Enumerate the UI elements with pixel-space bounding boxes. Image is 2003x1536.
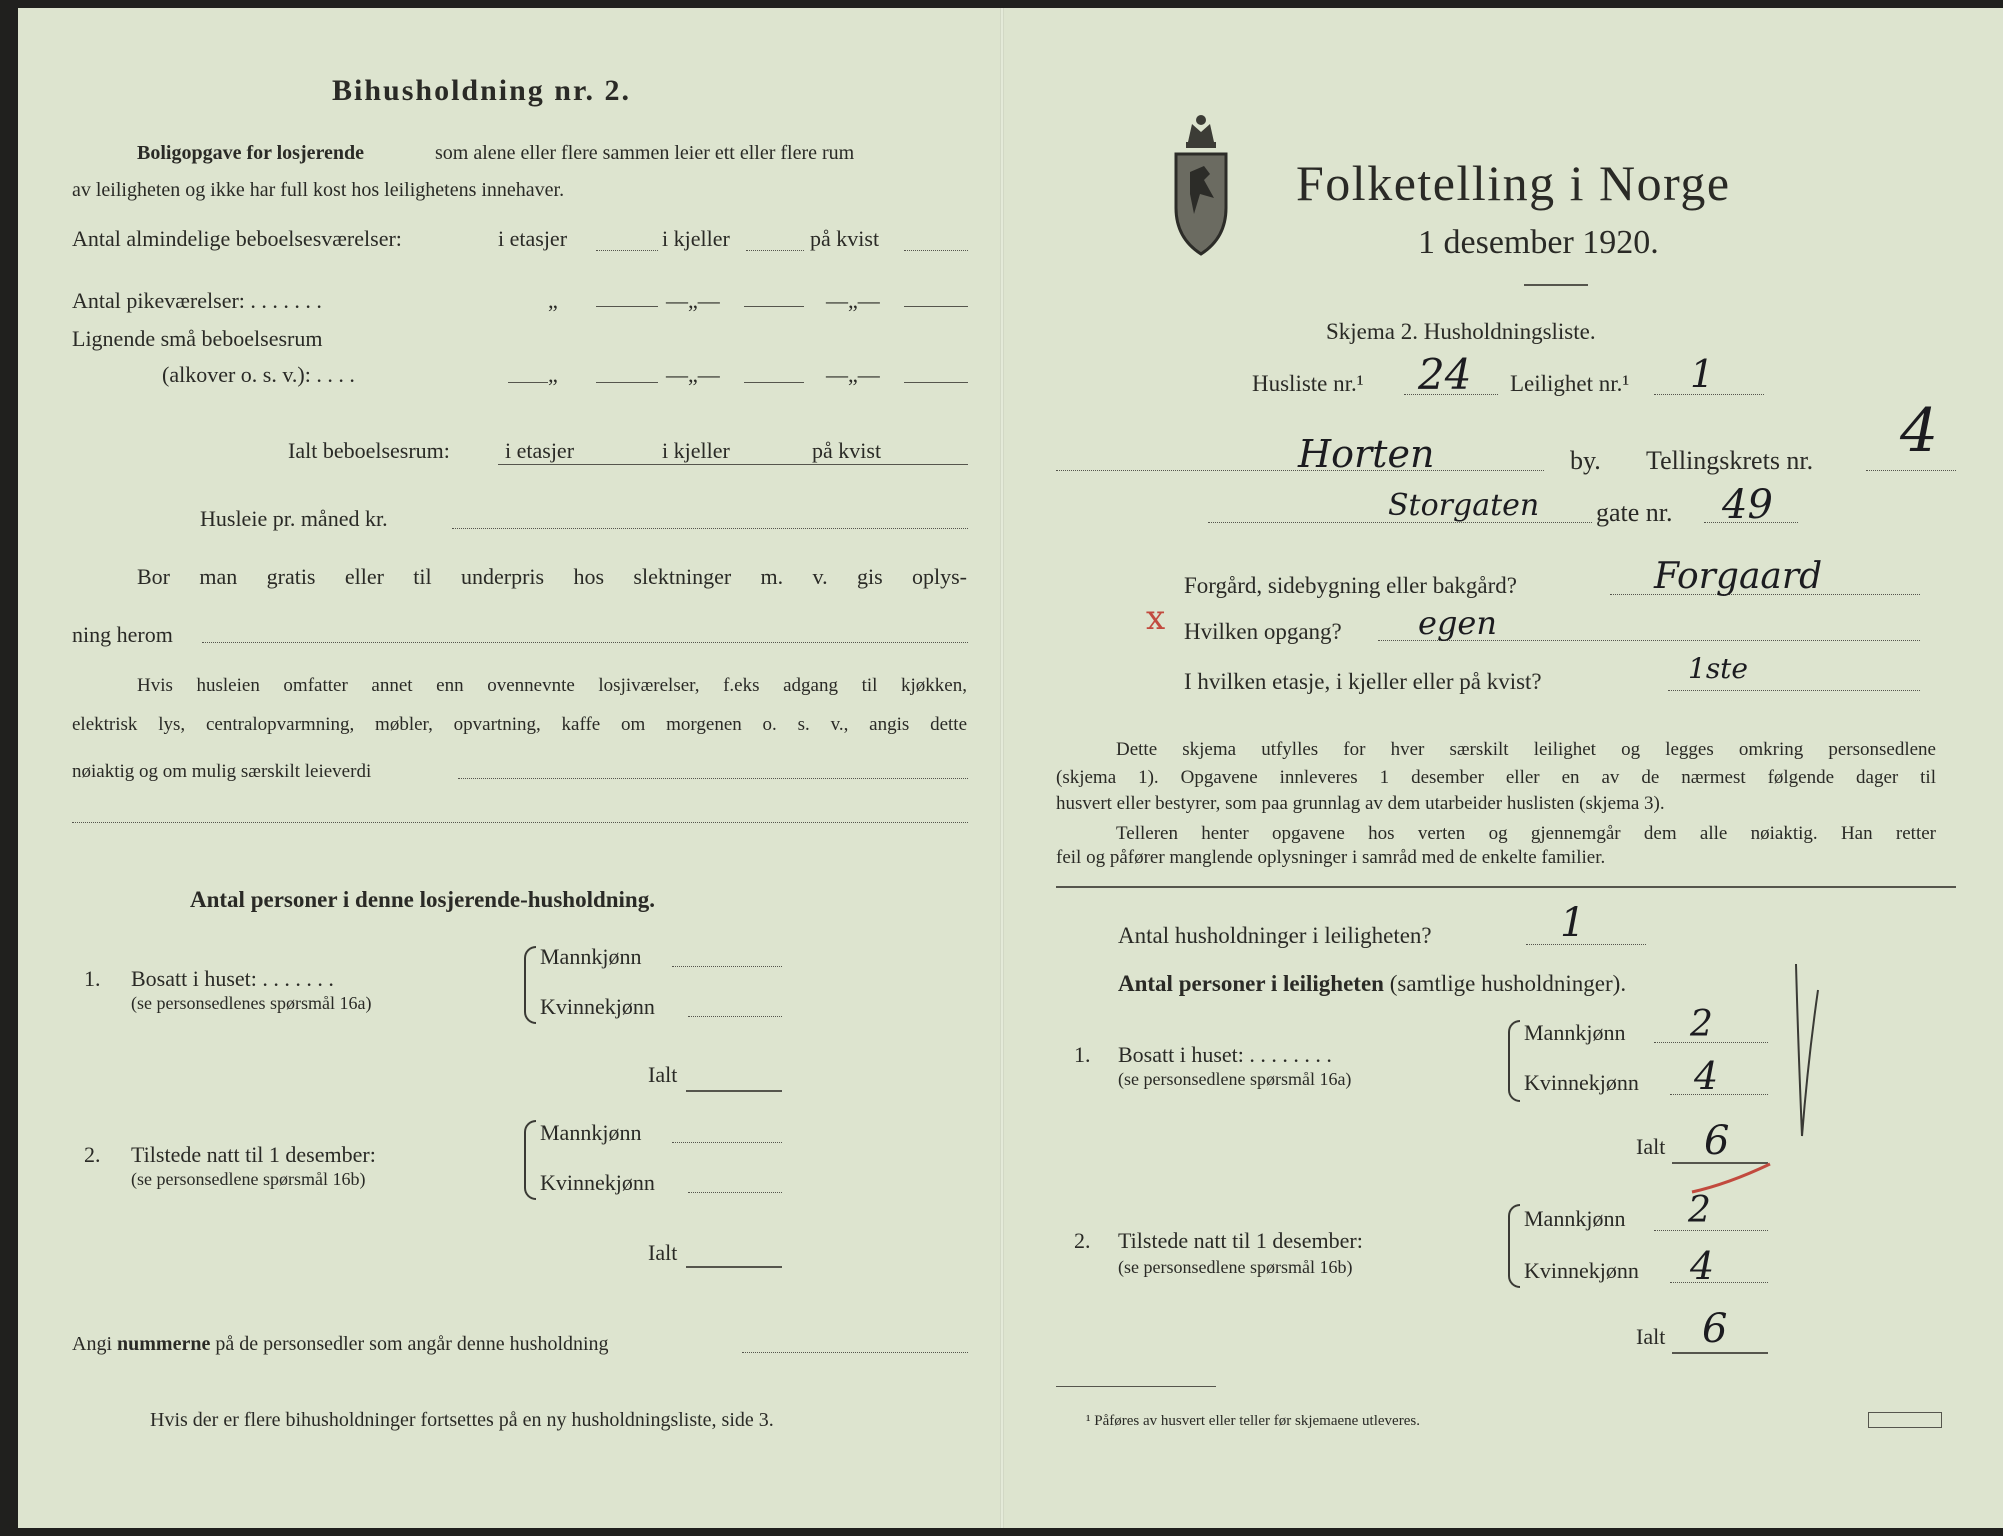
intro-bold: Boligopgave for losjerende <box>137 142 365 164</box>
kvinne-label: Kvinnekjønn <box>540 1170 655 1195</box>
ditto: „ <box>548 288 558 313</box>
krets-field[interactable] <box>1866 470 1956 471</box>
i-etasjer-label: i etasjer <box>505 438 575 463</box>
right-q2-sub: (se personsedlene spørsmål 16b) <box>1118 1257 1353 1277</box>
krets-value: 4 <box>1900 396 1939 466</box>
instructions-3: husvert eller bestyrer, som paa grunnlag av dem utarbeider huslisten (skjema 3). <box>1056 793 1665 814</box>
antal-hush-label: Antal husholdninger i leiligheten? <box>1118 923 1432 948</box>
lignende-label: Lignende små beboelsesrum <box>72 326 323 351</box>
footnote-rule <box>1056 1386 1216 1387</box>
leieverdi-field-2[interactable] <box>72 822 968 823</box>
right-q2-ialt-field[interactable] <box>1672 1352 1768 1354</box>
right-q1-label: Bosatt i huset: . . . . . . . . <box>1118 1042 1332 1067</box>
opgang-label: Hvilken opgang? <box>1184 619 1342 644</box>
right-q1-kvinne-value: 4 <box>1694 1054 1719 1098</box>
i-etasjer-label: i etasjer <box>498 226 568 251</box>
right-q2-mann-value: 2 <box>1688 1190 1711 1231</box>
left-q2-ialt-field[interactable] <box>686 1266 782 1268</box>
left-q2-label: Tilstede natt til 1 desember: <box>131 1142 376 1167</box>
intro-text: som alene eller flere sammen leier ett eller flere rum <box>435 142 855 164</box>
ialt-label: Ialt <box>648 1240 678 1265</box>
ditto: „ <box>548 362 558 387</box>
husleie-label: Husleie pr. måned kr. <box>200 506 388 531</box>
opgang-value: egen <box>1418 604 1497 642</box>
left-q1-ialt-field[interactable] <box>686 1090 782 1092</box>
angi-field[interactable] <box>742 1352 968 1353</box>
paa-kvist-label: på kvist <box>810 226 880 251</box>
left-title: Bihusholdning nr. 2. <box>332 74 632 107</box>
small-text-3: nøiaktig og om mulig særskilt leieverdi <box>72 761 372 782</box>
ditto: —„— <box>666 362 720 387</box>
husliste-value: 24 <box>1418 350 1472 399</box>
printer-stamp <box>1868 1412 1942 1428</box>
tick-mark-icon <box>1792 960 1822 1140</box>
husleie-field[interactable] <box>452 528 968 529</box>
angi-text: Angi nummerne på de personsedler som angår denne husholdning <box>72 1333 609 1355</box>
forgaard-label: Forgård, sidebygning eller bakgård? <box>1184 573 1517 598</box>
gate-nr-value: 49 <box>1722 482 1773 528</box>
date-rule <box>1524 284 1588 286</box>
left-q1-num: 1. <box>84 966 101 991</box>
etasjer-field[interactable] <box>596 250 658 251</box>
skjema-label: Skjema 2. Husholdningsliste. <box>1326 319 1596 344</box>
left-q1-sub: (se personsedlenes spørsmål 16a) <box>131 993 372 1013</box>
ialt-label: Ialt <box>1636 1324 1666 1349</box>
right-q1-ialt-value: 6 <box>1704 1118 1730 1164</box>
gratis-field[interactable] <box>202 642 968 643</box>
kvinne-label: Kvinnekjønn <box>540 994 655 1019</box>
by-label: by. <box>1570 446 1601 475</box>
gate-value: Storgaten <box>1388 488 1540 523</box>
left-footer: Hvis der er flere bihusholdninger fortsettes på en ny husholdningsliste, side 3. <box>150 1409 774 1431</box>
etasje-label: I hvilken etasje, i kjeller eller på kvist? <box>1184 669 1542 694</box>
forgaard-value: Forgaard <box>1654 556 1823 597</box>
kvinne-label: Kvinnekjønn <box>1524 1258 1639 1283</box>
right-q1-mann-value: 2 <box>1690 1004 1713 1045</box>
gate-label: gate nr. <box>1596 498 1673 527</box>
small-text-1: Hvis husleien omfatter annet enn ovennevnte losjiværelser, f.eks adgang til kjøkken, <box>137 675 967 696</box>
ialt-label: Ialt <box>1636 1134 1666 1159</box>
section-rule <box>1056 886 1956 888</box>
right-q2-kvinne-field[interactable] <box>1670 1282 1768 1283</box>
ialt-beboelsesrum-label: Ialt beboelsesrum: <box>288 438 450 463</box>
ditto: —„— <box>826 288 880 313</box>
mann-label: Mannkjønn <box>540 944 642 969</box>
right-footnote: ¹ Påføres av husvert eller teller før skjemaene utleveres. <box>1086 1413 1420 1429</box>
alkover-line <box>508 382 548 383</box>
antal-hush-value: 1 <box>1560 900 1586 946</box>
alkover-kvist-field[interactable] <box>904 382 968 383</box>
intro-text-2: av leiligheten og ikke har full kost hos leilighetens innehaver. <box>72 179 565 201</box>
alkover-label: (alkover o. s. v.): . . . . <box>162 362 355 387</box>
krets-label: Tellingskrets nr. <box>1646 446 1814 475</box>
etasje-value: 1ste <box>1688 652 1749 685</box>
pike-label: Antal pikeværelser: . . . . . . . <box>72 288 322 313</box>
instructions-2: (skjema 1). Opgavene innleveres 1 desember eller en av de nærmest følgende dager til <box>1056 767 1936 788</box>
ditto: —„— <box>826 362 880 387</box>
instructions-1: Dette skjema utfylles for hver særskilt leilighet og legges omkring personsedlene <box>1116 739 1936 760</box>
antal-alm-label: Antal almindelige beboelsesværelser: <box>72 226 402 251</box>
page-fold <box>1000 8 1004 1528</box>
mann-label: Mannkjønn <box>1524 1020 1626 1045</box>
left-q1-label: Bosatt i huset: . . . . . . . <box>131 966 334 991</box>
left-q1-kvinne-field[interactable] <box>688 1016 782 1017</box>
alkover-kjeller-field[interactable] <box>744 382 804 383</box>
instructions-4: Telleren henter opgavene hos verten og gjennemgår dem alle nøiaktig. Han retter <box>1116 823 1936 844</box>
ialt-rule <box>498 464 968 465</box>
brace <box>524 1120 536 1200</box>
leilighet-label: Leilighet nr.¹ <box>1510 371 1630 396</box>
paa-kvist-label: på kvist <box>812 438 882 463</box>
gratis-text: Bor man gratis eller til underpris hos slektninger m. v. gis oplys- <box>137 564 967 589</box>
etasje-field[interactable] <box>1668 690 1920 691</box>
right-q2-num: 2. <box>1074 1228 1091 1253</box>
brace <box>524 946 536 1024</box>
ialt-label: Ialt <box>648 1062 678 1087</box>
i-kjeller-label: i kjeller <box>662 226 730 251</box>
left-q2-sub: (se personsedlene spørsmål 16b) <box>131 1169 366 1189</box>
alkover-etasjer-field[interactable] <box>596 382 658 383</box>
kvinne-label: Kvinnekjønn <box>1524 1070 1639 1095</box>
pike-kjeller-field[interactable] <box>744 306 804 307</box>
mann-label: Mannkjønn <box>1524 1206 1626 1231</box>
right-q1-sub: (se personsedlene spørsmål 16a) <box>1118 1069 1352 1089</box>
right-persons-heading: Antal personer i leiligheten (samtlige husholdninger). <box>1118 971 1627 996</box>
right-q1-num: 1. <box>1074 1042 1091 1067</box>
right-q1-kvinne-field[interactable] <box>1670 1094 1768 1095</box>
right-q2-label: Tilstede natt til 1 desember: <box>1118 1228 1363 1253</box>
gratis-text-2: ning herom <box>72 622 173 647</box>
left-q1-mann-field[interactable] <box>672 966 782 967</box>
census-date: 1 desember 1920. <box>1418 224 1659 261</box>
leieverdi-field[interactable] <box>458 778 968 779</box>
leilighet-value: 1 <box>1690 352 1715 396</box>
antal-hush-field[interactable] <box>1526 944 1646 945</box>
ditto: —„— <box>666 288 720 313</box>
coat-of-arms-icon <box>1170 110 1232 260</box>
right-q2-mann-field[interactable] <box>1654 1230 1768 1231</box>
kjeller-field[interactable] <box>746 250 804 251</box>
brace <box>1508 1020 1520 1102</box>
left-q2-kvinne-field[interactable] <box>688 1192 782 1193</box>
left-persons-heading: Antal personer i denne losjerende-husholdning. <box>190 887 655 912</box>
pike-etasjer-field[interactable] <box>596 306 658 307</box>
pike-kvist-field[interactable] <box>904 306 968 307</box>
left-q2-mann-field[interactable] <box>672 1142 782 1143</box>
brace <box>1508 1204 1520 1288</box>
kvist-field[interactable] <box>904 250 968 251</box>
by-value: Horten <box>1298 432 1435 476</box>
i-kjeller-label: i kjeller <box>662 438 730 463</box>
left-q2-num: 2. <box>84 1142 101 1167</box>
mann-label: Mannkjønn <box>540 1120 642 1145</box>
right-q2-kvinne-value: 4 <box>1690 1244 1715 1288</box>
small-text-2: elektrisk lys, centralopvarmning, møbler, opvartning, kaffe om morgenen o. s. v., angis dette <box>72 714 967 735</box>
husliste-label: Husliste nr.¹ <box>1252 371 1364 396</box>
right-q2-ialt-value: 6 <box>1702 1306 1728 1352</box>
right-title: Folketelling i Norge <box>1296 155 1731 211</box>
margin-mark: x <box>1146 598 1166 638</box>
instructions-5: feil og påfører manglende oplysninger i samråd med de enkelte familier. <box>1056 847 1606 868</box>
